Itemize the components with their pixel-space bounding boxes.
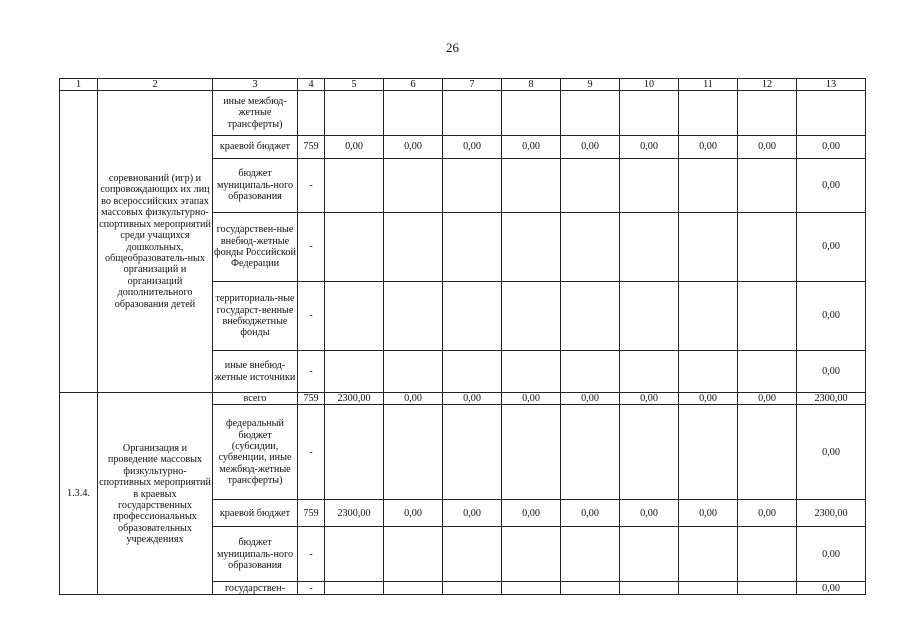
row-description: Организация и проведение массовых физкультурно-спортивных мероприятий в краевых государственных профессиональных образовательных учреждениях	[98, 393, 213, 595]
cell	[502, 351, 561, 393]
cell	[561, 582, 620, 595]
cell	[325, 91, 384, 136]
cell	[502, 91, 561, 136]
cell: 0,00	[325, 136, 384, 159]
cell	[561, 159, 620, 213]
cell: 0,00	[738, 393, 797, 405]
cell	[443, 582, 502, 595]
table-row	[60, 91, 866, 136]
cell	[738, 582, 797, 595]
cell	[620, 405, 679, 500]
cell	[679, 282, 738, 351]
cell: 0,00	[561, 393, 620, 405]
cell	[502, 213, 561, 282]
column-header: 11	[679, 79, 738, 91]
column-header: 4	[298, 79, 325, 91]
page-number: 26	[446, 40, 459, 55]
cell: 0,00	[679, 393, 738, 405]
source-cell: краевой бюджет	[213, 500, 298, 527]
cell: 0,00	[797, 159, 866, 213]
cell	[620, 159, 679, 213]
cell	[443, 159, 502, 213]
cell: 0,00	[443, 500, 502, 527]
cell	[738, 282, 797, 351]
cell	[620, 213, 679, 282]
cell: 0,00	[384, 136, 443, 159]
cell	[325, 282, 384, 351]
cell: 0,00	[620, 393, 679, 405]
source-cell: федеральный бюджет (субсидии, субвенции, иные межбюд-жетные трансферты)	[213, 405, 298, 500]
cell	[298, 91, 325, 136]
cell	[443, 91, 502, 136]
source-cell: бюджет муниципаль-ного образования	[213, 527, 298, 582]
cell: 0,00	[797, 282, 866, 351]
cell	[738, 159, 797, 213]
column-header: 12	[738, 79, 797, 91]
cell	[384, 159, 443, 213]
cell	[502, 282, 561, 351]
cell	[738, 527, 797, 582]
column-header: 8	[502, 79, 561, 91]
cell	[679, 405, 738, 500]
cell: -	[298, 213, 325, 282]
cell: 759	[298, 393, 325, 405]
header-row	[60, 79, 866, 91]
cell: 0,00	[443, 393, 502, 405]
cell	[679, 213, 738, 282]
cell: -	[298, 582, 325, 595]
cell	[384, 213, 443, 282]
cell: 0,00	[502, 500, 561, 527]
cell: 0,00	[502, 136, 561, 159]
source-cell: краевой бюджет	[213, 136, 298, 159]
cell: 0,00	[443, 136, 502, 159]
column-header: 2	[98, 79, 213, 91]
column-header: 9	[561, 79, 620, 91]
cell: 2300,00	[797, 500, 866, 527]
source-cell: всего	[213, 393, 298, 405]
cell: 0,00	[620, 500, 679, 527]
cell: 0,00	[679, 136, 738, 159]
cell	[443, 351, 502, 393]
cell	[561, 351, 620, 393]
cell	[679, 527, 738, 582]
row-number-cell: 1.3.4.	[60, 393, 98, 595]
cell: 759	[298, 136, 325, 159]
table-row	[60, 393, 866, 405]
cell	[679, 351, 738, 393]
cell	[561, 91, 620, 136]
cell	[679, 91, 738, 136]
cell: -	[298, 527, 325, 582]
source-cell: государствен-ные внебюд-жетные фонды Российской Федерации	[213, 213, 298, 282]
column-header: 10	[620, 79, 679, 91]
column-header: 1	[60, 79, 98, 91]
cell	[738, 351, 797, 393]
cell	[620, 282, 679, 351]
cell: 0,00	[797, 351, 866, 393]
cell	[620, 582, 679, 595]
cell	[738, 213, 797, 282]
column-header: 5	[325, 79, 384, 91]
cell	[738, 91, 797, 136]
cell: 0,00	[797, 213, 866, 282]
cell	[443, 405, 502, 500]
cell: 0,00	[738, 136, 797, 159]
cell: -	[298, 351, 325, 393]
cell: 2300,00	[797, 393, 866, 405]
cell	[502, 582, 561, 595]
cell	[561, 405, 620, 500]
cell	[561, 213, 620, 282]
cell: -	[298, 159, 325, 213]
cell	[384, 91, 443, 136]
cell	[384, 282, 443, 351]
cell	[679, 582, 738, 595]
cell: 2300,00	[325, 500, 384, 527]
cell: 2300,00	[325, 393, 384, 405]
cell	[502, 405, 561, 500]
cell	[384, 527, 443, 582]
cell: 0,00	[797, 527, 866, 582]
cell: 0,00	[561, 136, 620, 159]
cell: 0,00	[384, 393, 443, 405]
cell: 0,00	[679, 500, 738, 527]
cell: 0,00	[797, 405, 866, 500]
cell	[502, 527, 561, 582]
cell	[325, 213, 384, 282]
cell	[620, 351, 679, 393]
cell	[443, 527, 502, 582]
cell: 0,00	[797, 582, 866, 595]
row-number-cell	[60, 91, 98, 393]
cell	[443, 213, 502, 282]
budget-table	[59, 78, 866, 595]
cell: 0,00	[797, 136, 866, 159]
cell	[384, 405, 443, 500]
row-description: соревнований (игр) и сопровождающих их лиц во всероссийских этапах массовых физкультурно-спортивных мероприятий среди учащихся дошкольных, общеобразователь-ных организаций и организаций дополнительного образования детей	[98, 91, 213, 393]
cell: 0,00	[738, 500, 797, 527]
cell: 0,00	[561, 500, 620, 527]
cell	[561, 527, 620, 582]
cell	[443, 282, 502, 351]
cell	[620, 91, 679, 136]
source-cell: государствен-	[213, 582, 298, 595]
cell	[325, 527, 384, 582]
cell	[797, 91, 866, 136]
cell	[738, 405, 797, 500]
cell	[679, 159, 738, 213]
cell	[502, 159, 561, 213]
source-cell: территориаль-ные государст-венные внебюджетные фонды	[213, 282, 298, 351]
cell: -	[298, 405, 325, 500]
source-cell: иные внебюд-жетные источники	[213, 351, 298, 393]
cell: -	[298, 282, 325, 351]
cell	[384, 351, 443, 393]
cell	[325, 159, 384, 213]
cell	[620, 527, 679, 582]
cell	[325, 582, 384, 595]
column-header: 3	[213, 79, 298, 91]
cell	[384, 582, 443, 595]
cell: 759	[298, 500, 325, 527]
cell: 0,00	[620, 136, 679, 159]
source-cell: бюджет муниципаль-ного образования	[213, 159, 298, 213]
cell: 0,00	[384, 500, 443, 527]
source-cell: иные межбюд-жетные трансферты)	[213, 91, 298, 136]
column-header: 6	[384, 79, 443, 91]
cell	[325, 405, 384, 500]
cell	[561, 282, 620, 351]
column-header: 7	[443, 79, 502, 91]
cell: 0,00	[502, 393, 561, 405]
cell	[325, 351, 384, 393]
column-header: 13	[797, 79, 866, 91]
